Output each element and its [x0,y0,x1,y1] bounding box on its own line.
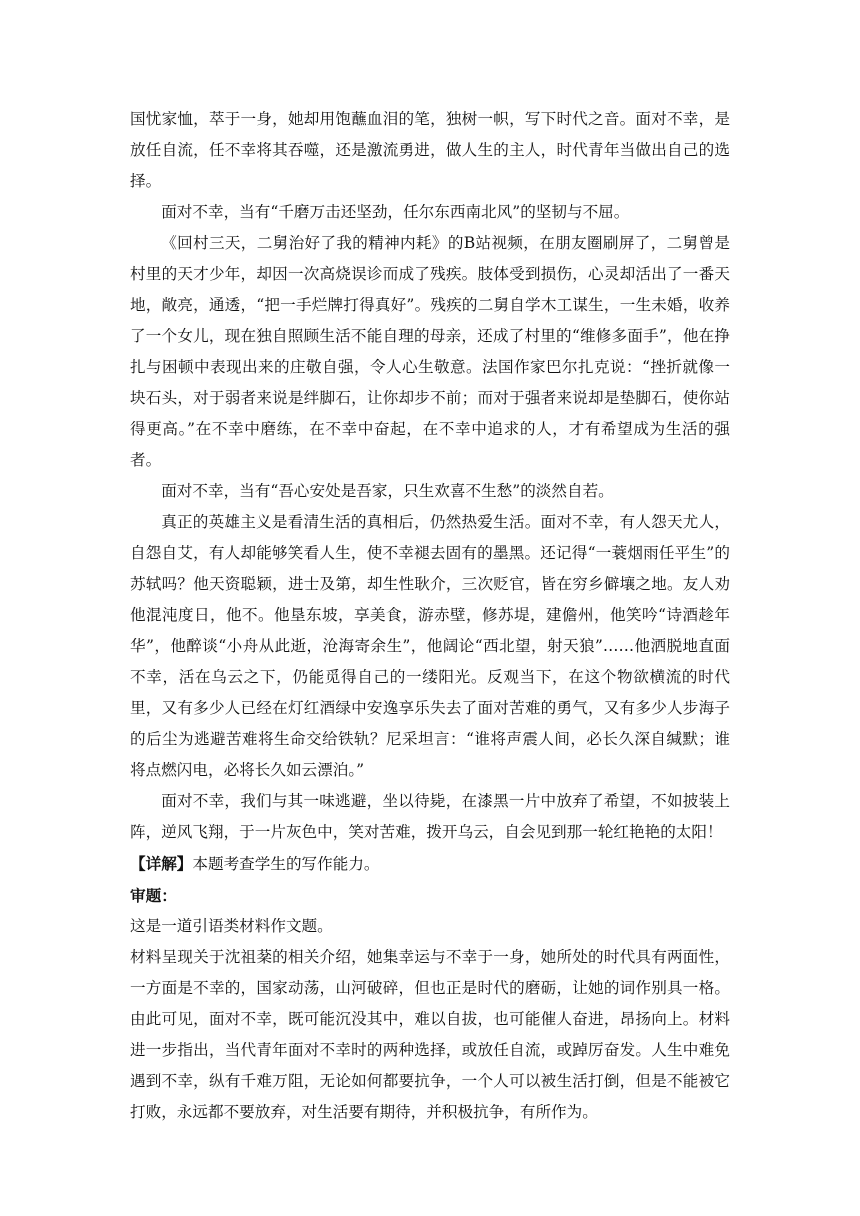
explanation-text: 本题考查学生的写作能力。 [192,855,380,873]
essay-paragraph-3: 《回村三天，二舅治好了我的精神内耗》的B站视频，在朋友圈刷屏了，二舅曾是村里的天才少年，却因一次高烧误诊而成了残疾。肢体受到损伤，心灵却活出了一番天地，敞亮，通透，“把一手烂牌打得真好”。残疾的二舅自学木工谋生，一生未婚，收养了一个女儿，现在独自照顾生活不能自理的母亲，还成了村里的“维修多面手”，他在挣扎与困顿中表现出来的庄敬自强，令人心生敬意。法国作家巴尔扎克说：“挫折就像一块石头，对于弱者来说是绊脚石，让你却步不前；而对于强者来说却是垫脚石，使你站得更高。”在不幸中磨练，在不幸中奋起，在不幸中追求的人，才有希望成为生活的强者。 [130,234,730,469]
section-title: 审题： [130,886,177,905]
explanation-line [130,848,730,880]
essay-paragraph-5: 真正的英雄主义是看清生活的真相后，仍然热爱生活。面对不幸，有人怨天尤人，自怨自艾，有人却能够笑看人生，使不幸褪去固有的墨黑。还记得“一蓑烟雨任平生”的苏轼吗？他天资聪颖，进士及第，却生性耿介，三次贬官，皆在穷乡僻壤之地。友人劝他混沌度日，他不。他垦东坡，享美食，游赤壁，修苏堤，建儋州，他笑吟“诗酒趁年华”，他醉谈“小舟从此逝，沧海寄余生”，他阔论“西北望，射天狼”……他洒脱地直面不幸，活在乌云之下，仍能觅得自己的一缕阳光。反观当下，在这个物欲横流的时代里，又有多少人已经在灯红酒绿中安逸享乐失去了面对苦难的勇气，又有多少人步海子的后尘为逃避苦难将生命交给铁轨？尼采坦言：“谁将声震人间，必长久深自缄默；谁将点燃闪电，必将长久如云漂泊。” [130,513,730,779]
essay-paragraph-4: 面对不幸，当有“吾心安处是吾家，只生欢喜不生愁”的淡然自若。 [161,482,614,500]
document-page [130,104,730,1128]
essay-paragraph-6: 面对不幸，我们与其一味逃避，坐以待毙，在漆黑一片中放弃了希望，不如披装上阵，逆风飞翔，于一片灰色中，笑对苦难，拨开乌云，自会见到那一轮红艳艳的太阳！ [130,792,730,841]
explanation-paragraph: 材料呈现关于沈祖棻的相关介绍，她集幸运与不幸于一身，她所处的时代具有两面性，一方面是不幸的，国家动荡，山河破碎，但也正是时代的磨砺，让她的词作别具一格。由此可见，面对不幸，既可能沉没其中，难以自拔，也可能催人奋进，昂扬向上。材料进一步指出，当代青年面对不幸时的两种选择，或放任自流，或踔厉奋发。人生中难免遇到不幸，纵有千难万阻，无论如何都要抗争，一个人可以被生活打倒，但是不能被它打败，永远都不要放弃，对生活要有期待，并积极抗争，有所作为。 [130,948,730,1121]
explanation-label: 【详解】 [130,854,193,873]
essay-paragraph-2: 面对不幸，当有“千磨万击还坚劲，任尔东西南北风”的坚韧与不屈。 [161,203,630,221]
explanation-line-1: 这是一道引语类材料作文题。 [130,917,333,935]
essay-paragraph-1: 国忧家恤，萃于一身，她却用饱蘸血泪的笔，独树一帜，写下时代之音。面对不幸，是放任自流，任不幸将其吞噬，还是激流勇进，做人生的主人，时代青年当做出自己的选择。 [130,110,730,190]
